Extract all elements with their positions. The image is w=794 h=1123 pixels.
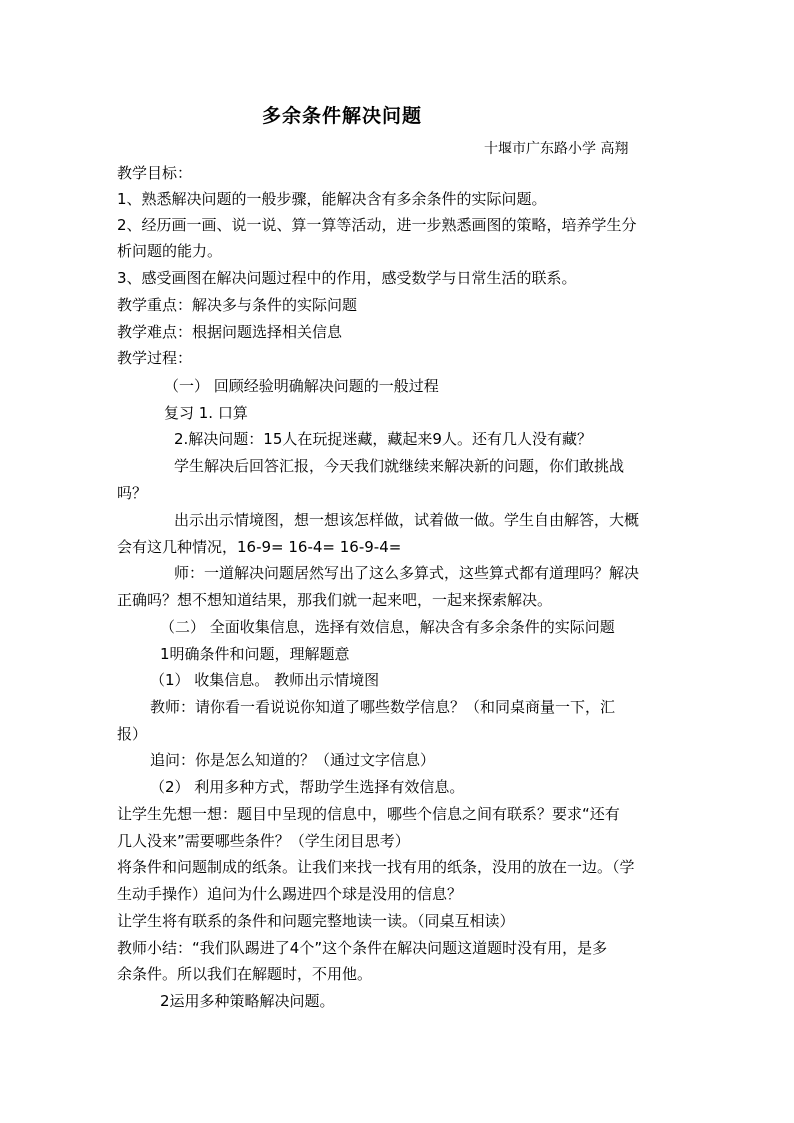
page-title: 多余条件解决问题 — [262, 105, 423, 127]
paragraph-line: 追问：你是怎么知道的？（通过文字信息） — [150, 751, 436, 769]
objective-1: 1、熟悉解决问题的一般步骤，能解决含有多余条件的实际问题。 — [117, 190, 547, 208]
key-point: 教学重点：解决多与条件的实际问题 — [117, 296, 358, 314]
subsection-2-heading: 2运用多种策略解决问题。 — [160, 992, 335, 1010]
paragraph-line: 教师小结：“我们队踢进了4个”这个条件在解决问题这道题时没有用，是多 — [117, 939, 608, 957]
subsection-1-heading: 1明确条件和问题，理解题意 — [160, 645, 350, 663]
objective-3: 3、感受画图在解决问题过程中的作用，感受数学与日常生活的联系。 — [117, 269, 577, 287]
paragraph-line: 报） — [117, 725, 148, 743]
step-1: （1） 收集信息。 教师出示情境图 — [150, 671, 380, 689]
paragraph-line: 吗？ — [117, 484, 148, 502]
paragraph-line: 几人没来”需要哪些条件？（学生闭目思考） — [117, 832, 410, 850]
objective-2-cont: 析问题的能力。 — [117, 242, 223, 260]
paragraph-line: 师：一道解决问题居然写出了这么多算式，这些算式都有道理吗？解决 — [174, 564, 640, 582]
section-2-heading: （二） 全面收集信息，选择有效信息，解决含有多余条件的实际问题 — [160, 618, 615, 636]
section-1-heading: （一） 回顾经验明确解决问题的一般过程 — [164, 377, 439, 395]
paragraph-line: 余条件。所以我们在解题时，不用他。 — [117, 965, 373, 983]
author-line: 十堰市广东路小学 高翔 — [484, 141, 629, 157]
review-problem: 2.解决问题：15人在玩捉迷藏，藏起来9人。还有几人没有藏？ — [174, 430, 592, 448]
review-line: 复习 1. 口算 — [164, 404, 248, 422]
paragraph-line: 会有这几种情况，16-9= 16-4= 16-9-4= — [117, 538, 402, 556]
paragraph-line: 让学生将有联系的条件和问题完整地读一读。（同桌互相读） — [117, 912, 515, 930]
paragraph-line: 生动手操作）追问为什么踢进四个球是没用的信息？ — [117, 885, 463, 903]
process-heading: 教学过程： — [117, 349, 193, 367]
paragraph-line: 让学生先想一想：题目中呈现的信息中，哪些个信息之间有联系？要求“还有 — [117, 805, 620, 823]
objective-2: 2、经历画一画、说一说、算一算等活动，进一步熟悉画图的策略，培养学生分 — [117, 216, 637, 234]
paragraph-line: 正确吗？想不想知道结果，那我们就一起来吧，一起来探索解决。 — [117, 591, 553, 609]
paragraph-line: 学生解决后回答汇报，今天我们就继续来解决新的问题，你们敢挑战 — [174, 457, 625, 475]
objectives-heading: 教学目标： — [117, 164, 193, 182]
step-2: （2） 利用多种方式，帮助学生选择有效信息。 — [150, 778, 465, 796]
paragraph-line: 教师：请你看一看说说你知道了哪些数学信息？（和同桌商量一下，汇 — [150, 698, 616, 716]
difficult-point: 教学难点：根据问题选择相关信息 — [117, 323, 343, 341]
paragraph-line: 将条件和问题制成的纸条。让我们来找一找有用的纸条，没用的放在一边。（学 — [117, 858, 635, 876]
paragraph-line: 出示出示情境图，想一想该怎样做，试着做一做。学生自由解答，大概 — [174, 511, 640, 529]
